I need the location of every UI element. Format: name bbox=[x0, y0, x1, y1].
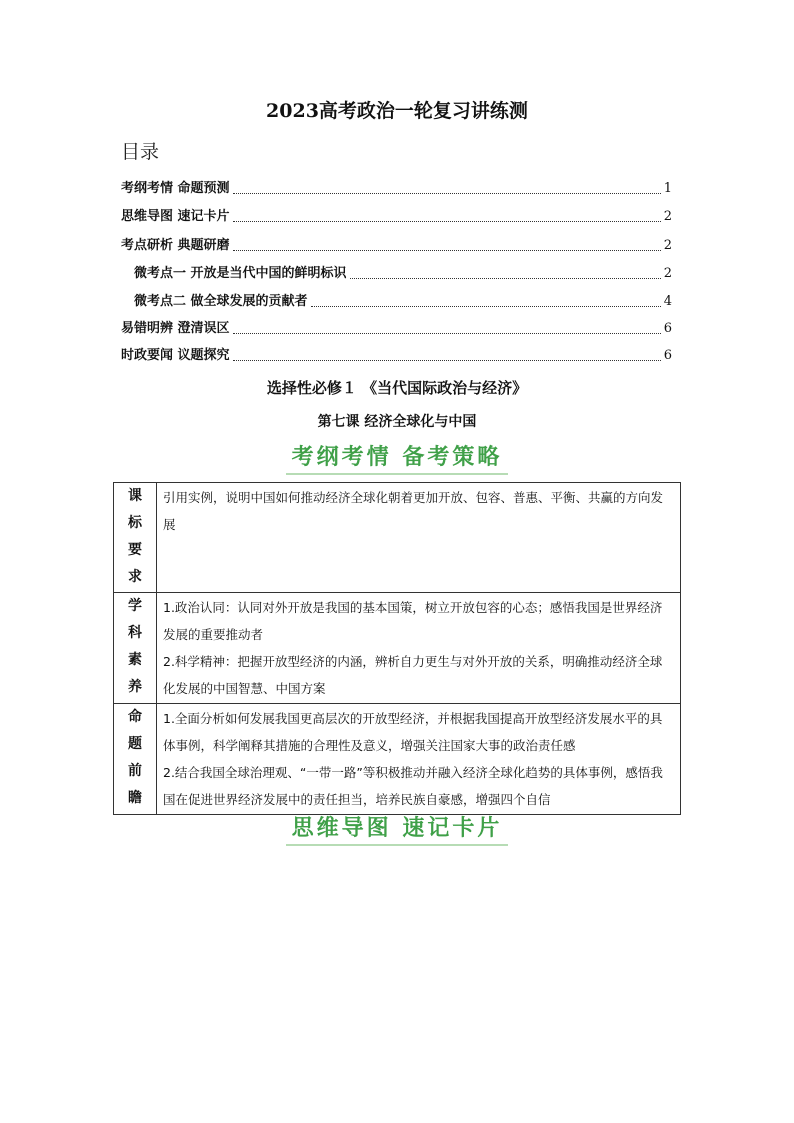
toc-entry-page: 2 bbox=[663, 209, 672, 224]
toc-entry[interactable] bbox=[121, 237, 672, 255]
table-row bbox=[114, 704, 681, 815]
toc-entry-page: 2 bbox=[663, 266, 672, 281]
content-line: 1.全面分析如何发展我国更高层次的开放型经济，并根据我国提高开放型经济发展水平的具体事例，科学阐释其措施的合理性及意义，增强关注国家大事的政治责任感 bbox=[163, 711, 663, 753]
toc-entry[interactable] bbox=[121, 208, 672, 226]
row-content bbox=[157, 593, 681, 704]
toc-entry-text: 考纲考情 命题预测 bbox=[121, 181, 230, 196]
toc-heading: 目录 bbox=[121, 141, 160, 163]
content-line: 2.科学精神：把握开放型经济的内涵，辨析自力更生与对外开放的关系，明确推动经济全球化发展的中国智慧、中国方案 bbox=[163, 654, 663, 696]
table-row bbox=[114, 483, 681, 593]
row-content bbox=[157, 483, 681, 593]
toc-entry[interactable] bbox=[121, 347, 672, 365]
toc-leader bbox=[233, 220, 661, 222]
section-heading-mindmap bbox=[0, 815, 794, 846]
toc-leader bbox=[233, 359, 661, 361]
toc-leader bbox=[233, 192, 661, 194]
lesson-title: 第七课 经济全球化与中国 bbox=[317, 414, 477, 430]
document-title: 2023高考政治一轮复习讲练测 bbox=[266, 100, 528, 122]
toc-entry-page: 4 bbox=[663, 294, 672, 309]
module-title: 选择性必修１ 《当代国际政治与经济》 bbox=[266, 379, 528, 397]
toc-entry-page: 1 bbox=[663, 181, 672, 196]
toc-entry-text: 考点研析 典题研磨 bbox=[121, 238, 230, 253]
content-line: 2.结合我国全球治理观、“一带一路”等积极推动并融入经济全球化趋势的具体事例，感悟我国在促进世界经济发展中的责任担当，培养民族自豪感，增强四个自信 bbox=[163, 765, 663, 807]
toc-entry-text: 微考点二 做全球发展的贡献者 bbox=[134, 294, 308, 309]
toc-leader bbox=[233, 249, 661, 251]
table-row bbox=[114, 593, 681, 704]
toc-entry-text: 微考点一 开放是当代中国的鲜明标识 bbox=[134, 266, 347, 281]
section-heading-outline bbox=[0, 444, 794, 475]
toc-entry[interactable] bbox=[121, 320, 672, 338]
row-label: 学 科 素 养 bbox=[114, 593, 157, 704]
row-label: 命 题 前 瞻 bbox=[114, 704, 157, 815]
toc-leader bbox=[233, 332, 661, 334]
toc-entry-text: 时政要闻 议题探究 bbox=[121, 348, 230, 363]
toc-entry-page: 2 bbox=[663, 238, 672, 253]
toc-entry-text: 易错明辨 澄清误区 bbox=[121, 321, 230, 336]
content-line: 1.政治认同：认同对外开放是我国的基本国策，树立开放包容的心态；感悟我国是世界经济发展的重要推动者 bbox=[163, 600, 663, 642]
toc-entry-page: 6 bbox=[663, 348, 672, 363]
toc-entry[interactable] bbox=[134, 265, 672, 283]
section-heading-text: 考纲考情 备考策略 bbox=[286, 444, 509, 475]
row-content bbox=[157, 704, 681, 815]
toc-leader bbox=[350, 277, 661, 279]
toc-leader bbox=[311, 305, 661, 307]
section-heading-text: 思维导图 速记卡片 bbox=[286, 815, 509, 846]
curriculum-table bbox=[113, 482, 681, 815]
toc-entry[interactable] bbox=[121, 180, 672, 198]
row-label: 课 标 要 求 bbox=[114, 483, 157, 593]
toc-entry-page: 6 bbox=[663, 321, 672, 336]
toc-entry[interactable] bbox=[134, 293, 672, 311]
content-line: 引用实例，说明中国如何推动经济全球化朝着更加开放、包容、普惠、平衡、共赢的方向发展 bbox=[163, 490, 664, 532]
toc-entry-text: 思维导图 速记卡片 bbox=[121, 209, 230, 224]
